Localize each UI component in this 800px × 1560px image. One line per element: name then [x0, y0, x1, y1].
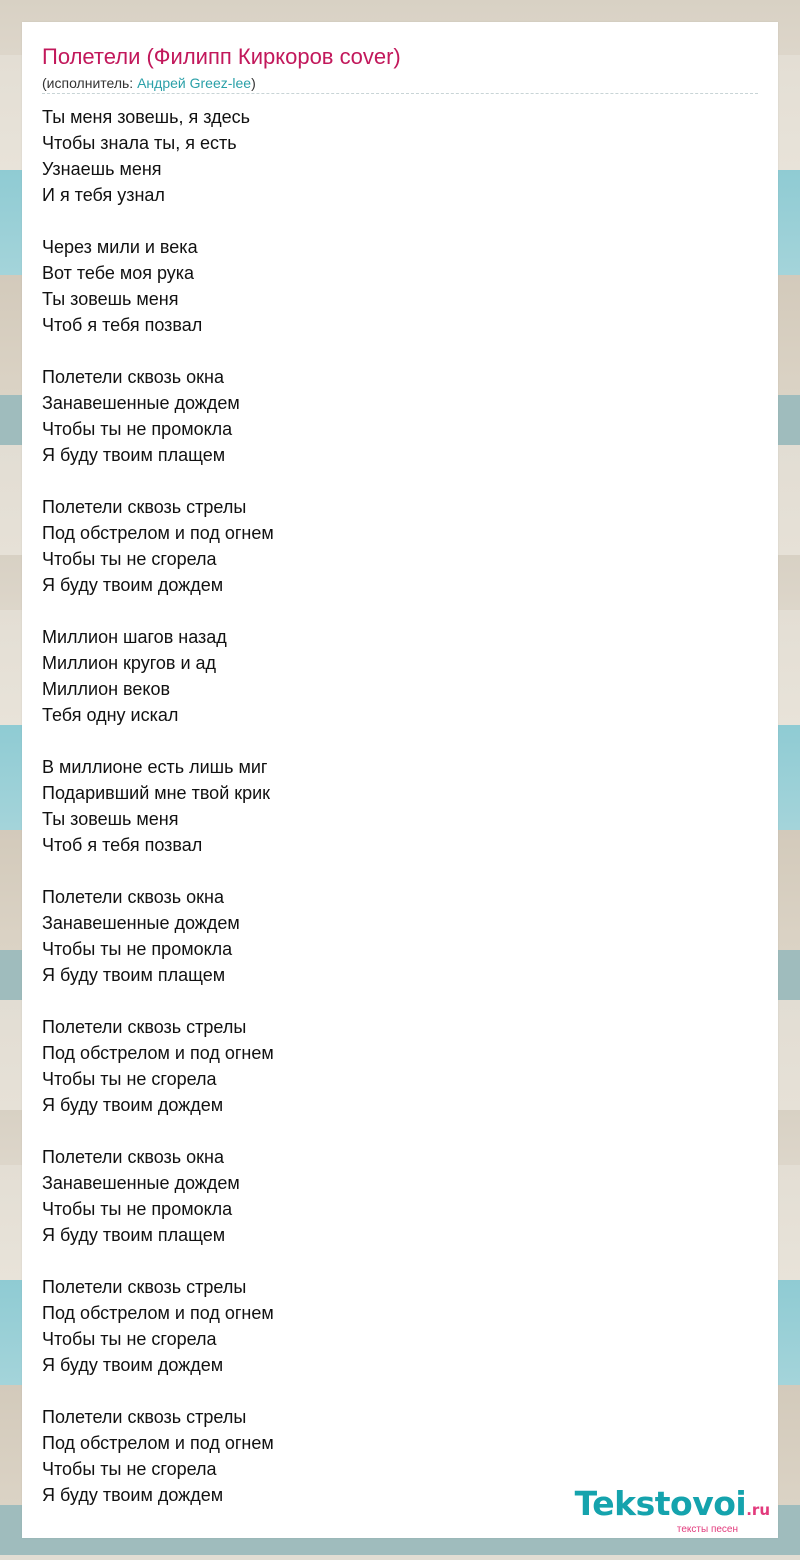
performer-suffix: ): [251, 75, 256, 91]
lyric-line: Под обстрелом и под огнем: [42, 1433, 274, 1453]
lyric-line: Чтобы ты не промокла: [42, 1199, 233, 1219]
logo-name: Tekstovoi: [574, 1484, 747, 1523]
site-logo[interactable]: [574, 1484, 770, 1536]
lyrics-body: [42, 104, 742, 1508]
lyric-line: Ты меня зовешь, я здесь: [42, 107, 250, 127]
lyric-line: Полетели сквозь стрелы: [42, 497, 247, 517]
lyric-line: Миллион шагов назад: [42, 627, 227, 647]
lyric-line: Чтоб я тебя позвал: [42, 835, 203, 855]
lyric-line: И я тебя узнал: [42, 185, 165, 205]
lyric-stanza: [42, 234, 742, 338]
lyric-line: Чтобы ты не сгорела: [42, 1329, 217, 1349]
lyric-line: Занавешенные дождем: [42, 393, 240, 413]
lyric-line: Полетели сквозь окна: [42, 367, 224, 387]
lyric-line: Чтобы ты не промокла: [42, 939, 233, 959]
lyric-stanza: [42, 494, 742, 598]
lyric-line: Полетели сквозь стрелы: [42, 1277, 247, 1297]
lyric-stanza: [42, 1144, 742, 1248]
lyric-line: Я буду твоим дождем: [42, 1355, 224, 1375]
lyric-stanza: [42, 754, 742, 858]
lyric-stanza: [42, 1014, 742, 1118]
lyric-line: Я буду твоим дождем: [42, 575, 224, 595]
lyric-line: Ты зовешь меня: [42, 289, 179, 309]
lyric-line: Тебя одну искал: [42, 705, 179, 725]
lyric-line: Подаривший мне твой крик: [42, 783, 271, 803]
lyric-line: Вот тебе моя рука: [42, 263, 195, 283]
lyric-line: Я буду твоим плащем: [42, 965, 226, 985]
header-divider: [42, 93, 758, 94]
performer-prefix: (исполнитель:: [42, 75, 138, 91]
logo-wordmark: [574, 1484, 770, 1527]
lyric-line: Узнаешь меня: [42, 159, 162, 179]
lyric-line: Я буду твоим дождем: [42, 1485, 224, 1505]
lyric-line: Чтобы ты не сгорела: [42, 549, 217, 569]
lyric-line: Чтобы ты не промокла: [42, 419, 233, 439]
lyric-line: Полетели сквозь стрелы: [42, 1407, 247, 1427]
lyric-line: Полетели сквозь окна: [42, 1147, 224, 1167]
lyric-line: Чтобы ты не сгорела: [42, 1459, 217, 1479]
lyric-stanza: [42, 1274, 742, 1378]
lyric-line: В миллионе есть лишь миг: [42, 757, 268, 777]
lyric-stanza: [42, 884, 742, 988]
lyric-stanza: [42, 364, 742, 468]
lyric-stanza: [42, 104, 742, 208]
lyric-line: Под обстрелом и под огнем: [42, 523, 274, 543]
performer-link[interactable]: Андрей Greez-lee: [137, 75, 252, 91]
lyric-line: Под обстрелом и под огнем: [42, 1043, 274, 1063]
lyric-line: Чтоб я тебя позвал: [42, 315, 203, 335]
logo-tagline: тексты песен: [676, 1524, 738, 1535]
lyric-line: Полетели сквозь стрелы: [42, 1017, 247, 1037]
song-title: Полетели (Филипп Киркоров cover): [42, 44, 401, 69]
lyric-line: Занавешенные дождем: [42, 1173, 240, 1193]
lyric-line: Миллион веков: [42, 679, 171, 699]
lyric-line: Я буду твоим плащем: [42, 445, 226, 465]
lyric-line: Полетели сквозь окна: [42, 887, 224, 907]
lyric-line: Я буду твоим плащем: [42, 1225, 226, 1245]
logo-tld: .ru: [746, 1501, 770, 1519]
lyric-line: Через мили и века: [42, 237, 198, 257]
lyric-line: Занавешенные дождем: [42, 913, 240, 933]
lyric-line: Ты зовешь меня: [42, 809, 179, 829]
performer-line: [42, 75, 256, 91]
lyrics-card: [22, 22, 778, 1538]
lyric-line: Миллион кругов и ад: [42, 653, 217, 673]
lyric-line: Я буду твоим дождем: [42, 1095, 224, 1115]
lyric-stanza: [42, 624, 742, 728]
lyric-line: Под обстрелом и под огнем: [42, 1303, 274, 1323]
lyric-line: Чтобы знала ты, я есть: [42, 133, 237, 153]
lyric-line: Чтобы ты не сгорела: [42, 1069, 217, 1089]
